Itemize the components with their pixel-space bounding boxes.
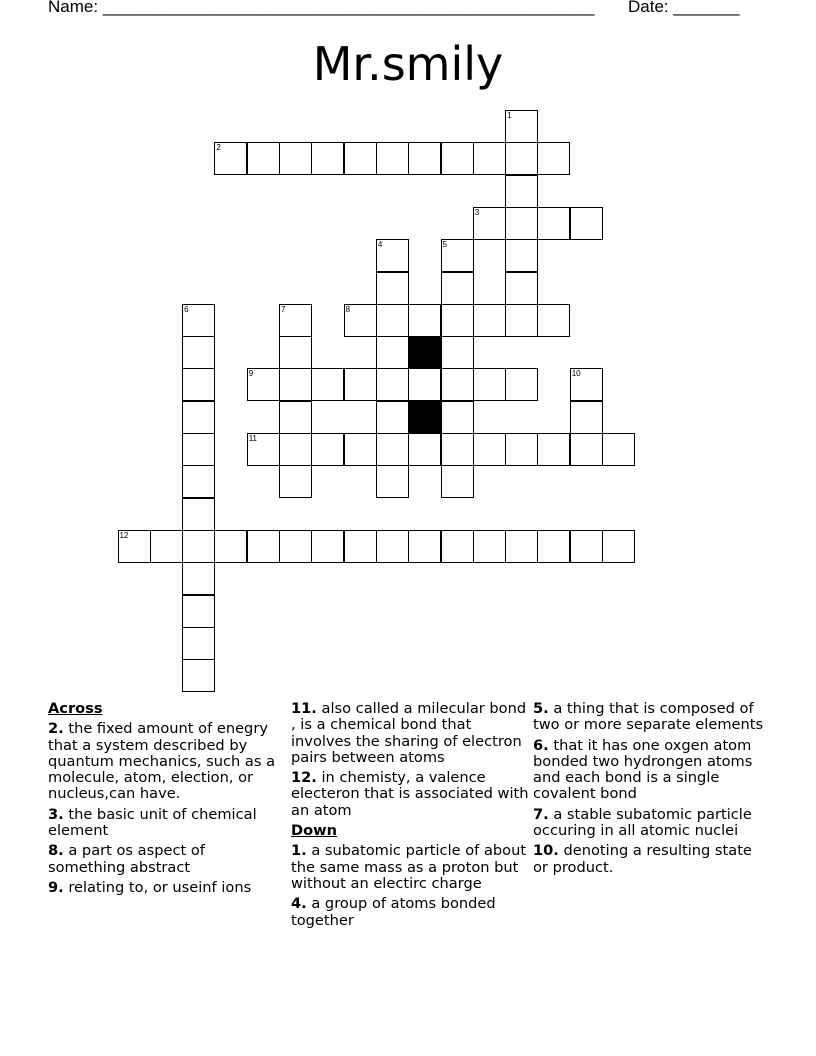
- cell-number: 11: [248, 434, 257, 443]
- answer-cell[interactable]: [182, 627, 215, 660]
- clue-text: the fixed amount of enegry that a system described by quantum mechanics, such as a molecule, atom, election, or nucleus,can have.: [48, 720, 276, 803]
- answer-cell[interactable]: [537, 142, 570, 175]
- answer-cell[interactable]: [473, 142, 506, 175]
- clue-column-2: [291, 701, 529, 933]
- answer-cell[interactable]: [247, 142, 280, 175]
- answer-cell[interactable]: [570, 530, 603, 563]
- answer-cell[interactable]: [537, 304, 570, 337]
- answer-cell[interactable]: [376, 530, 409, 563]
- answer-cell[interactable]: [182, 304, 215, 337]
- answer-cell[interactable]: [182, 336, 215, 369]
- answer-cell[interactable]: [570, 207, 603, 240]
- clue-number: 2.: [48, 720, 64, 738]
- answer-cell[interactable]: [214, 530, 247, 563]
- answer-cell[interactable]: [441, 401, 474, 434]
- clue-across-8: [48, 843, 286, 876]
- answer-cell[interactable]: [344, 530, 377, 563]
- answer-cell[interactable]: [247, 530, 280, 563]
- answer-cell[interactable]: [279, 368, 312, 401]
- clue-text: the basic unit of chemical element: [48, 805, 257, 840]
- answer-cell[interactable]: [441, 304, 474, 337]
- across-heading: Across: [48, 700, 103, 717]
- clue-across-9: [48, 880, 286, 896]
- answer-cell[interactable]: [182, 562, 215, 595]
- answer-cell[interactable]: [441, 272, 474, 305]
- cell-number: 3: [474, 207, 480, 217]
- answer-cell[interactable]: [182, 433, 215, 466]
- answer-cell[interactable]: [602, 433, 635, 466]
- cell-number: 6: [184, 304, 189, 314]
- answer-cell[interactable]: [182, 530, 215, 563]
- clue-down-6: [533, 738, 771, 803]
- clue-down-10: [533, 843, 771, 876]
- answer-cell[interactable]: [505, 207, 538, 240]
- answer-cell[interactable]: [376, 239, 409, 272]
- answer-cell[interactable]: [311, 530, 344, 563]
- clue-down-7: [533, 807, 771, 840]
- clue-number: 10.: [533, 842, 559, 860]
- answer-cell[interactable]: [344, 142, 377, 175]
- answer-cell[interactable]: [441, 465, 474, 498]
- answer-cell[interactable]: [602, 530, 635, 563]
- clue-text: relating to, or useinf ions: [68, 878, 252, 896]
- answer-cell[interactable]: [473, 433, 506, 466]
- answer-cell[interactable]: [344, 368, 377, 401]
- clue-text: a thing that is composed of two or more separate elements: [533, 700, 764, 734]
- page-title: Mr.smily: [312, 37, 504, 91]
- answer-cell[interactable]: [505, 530, 538, 563]
- cell-number: 8: [345, 304, 351, 314]
- clue-text: a subatomic particle of about the same mass as a proton but without an electirc charge: [291, 842, 527, 892]
- answer-cell[interactable]: [311, 368, 344, 401]
- answer-cell[interactable]: [279, 142, 312, 175]
- black-cell: [408, 336, 441, 369]
- answer-cell[interactable]: [473, 368, 506, 401]
- black-cell: [408, 401, 441, 434]
- answer-cell[interactable]: [505, 175, 538, 208]
- answer-cell[interactable]: [279, 304, 312, 337]
- answer-cell[interactable]: [279, 401, 312, 434]
- answer-cell[interactable]: [408, 304, 441, 337]
- down-heading: Down: [291, 822, 338, 840]
- answer-cell[interactable]: [376, 304, 409, 337]
- clue-column-3: [533, 701, 771, 880]
- answer-cell[interactable]: [182, 465, 215, 498]
- name-field-label: Name: ____________________________________________________: [48, 0, 595, 16]
- answer-cell[interactable]: [311, 433, 344, 466]
- cell-number: 9: [248, 369, 254, 379]
- answer-cell[interactable]: [279, 530, 312, 563]
- clue-text: a group of atoms bonded together: [291, 895, 496, 929]
- cell-number: 12: [119, 530, 129, 540]
- answer-cell[interactable]: [505, 368, 538, 401]
- answer-cell[interactable]: [214, 142, 247, 175]
- clue-number: 1.: [291, 842, 307, 860]
- answer-cell[interactable]: [537, 207, 570, 240]
- cell-number: 4: [377, 240, 383, 250]
- date-field-label: Date: _______: [628, 0, 740, 16]
- answer-cell[interactable]: [247, 433, 280, 466]
- answer-cell[interactable]: [182, 659, 215, 692]
- answer-cell[interactable]: [376, 465, 409, 498]
- clue-across-12: [291, 770, 529, 819]
- clue-across-2: [48, 721, 286, 802]
- clue-number: 6.: [533, 736, 549, 754]
- answer-cell[interactable]: [570, 368, 603, 401]
- cell-number: 10: [571, 369, 581, 379]
- answer-cell[interactable]: [182, 595, 215, 628]
- answer-cell[interactable]: [473, 304, 506, 337]
- answer-cell[interactable]: [279, 336, 312, 369]
- answer-cell[interactable]: [473, 530, 506, 563]
- clue-down-4: [291, 896, 529, 929]
- answer-cell[interactable]: [376, 401, 409, 434]
- clue-number: 12.: [291, 769, 317, 787]
- answer-cell[interactable]: [441, 239, 474, 272]
- answer-cell[interactable]: [408, 368, 441, 401]
- answer-cell[interactable]: [505, 110, 538, 143]
- answer-cell[interactable]: [505, 142, 538, 175]
- cell-number: 1: [507, 111, 512, 120]
- cell-number: 5: [442, 240, 447, 250]
- answer-cell[interactable]: [311, 142, 344, 175]
- clue-number: 7.: [533, 805, 549, 823]
- cell-number: 7: [281, 304, 286, 314]
- clue-across-3: [48, 807, 286, 840]
- answer-cell[interactable]: [182, 498, 215, 531]
- clue-number: 9.: [48, 878, 64, 896]
- answer-cell[interactable]: [441, 433, 474, 466]
- answer-cell[interactable]: [376, 433, 409, 466]
- answer-cell[interactable]: [537, 530, 570, 563]
- answer-cell[interactable]: [537, 433, 570, 466]
- answer-cell[interactable]: [505, 272, 538, 305]
- answer-cell[interactable]: [441, 368, 474, 401]
- clue-down-5: [533, 701, 771, 734]
- clue-text: that it has one oxgen atom bonded two hydrongen atoms and each bond is a single covalent bond: [533, 736, 753, 803]
- clue-number: 8.: [48, 842, 64, 860]
- answer-cell[interactable]: [247, 368, 280, 401]
- answer-cell[interactable]: [376, 272, 409, 305]
- answer-cell[interactable]: [279, 465, 312, 498]
- cell-number: 2: [216, 143, 221, 153]
- answer-cell[interactable]: [505, 304, 538, 337]
- answer-cell[interactable]: [376, 368, 409, 401]
- answer-cell[interactable]: [408, 530, 441, 563]
- clue-number: 5.: [533, 700, 549, 717]
- answer-cell[interactable]: [182, 401, 215, 434]
- answer-cell[interactable]: [376, 336, 409, 369]
- clue-text: a stable subatomic particle occuring in all atomic nuclei: [533, 805, 752, 840]
- answer-cell[interactable]: [182, 368, 215, 401]
- answer-cell[interactable]: [150, 530, 183, 563]
- answer-cell[interactable]: [570, 401, 603, 434]
- clue-number: 11.: [291, 700, 317, 717]
- answer-cell[interactable]: [441, 336, 474, 369]
- answer-cell[interactable]: [505, 239, 538, 272]
- answer-cell[interactable]: [441, 530, 474, 563]
- answer-cell[interactable]: [344, 304, 377, 337]
- clue-down-1: [291, 843, 529, 892]
- clue-across-11: [291, 701, 529, 766]
- clue-number: 3.: [48, 805, 64, 823]
- answer-cell[interactable]: [408, 142, 441, 175]
- answer-cell[interactable]: [118, 530, 151, 563]
- answer-cell[interactable]: [376, 142, 409, 175]
- answer-cell[interactable]: [344, 433, 377, 466]
- clue-text: in chemisty, a valence electeron that is associated with an atom: [291, 769, 529, 819]
- answer-cell[interactable]: [408, 433, 441, 466]
- clue-number: 4.: [291, 895, 307, 913]
- clue-text: a part os aspect of something abstract: [48, 842, 205, 876]
- answer-cell[interactable]: [570, 433, 603, 466]
- clue-text: also called a milecular bond , is a chemical bond that involves the sharing of electron pairs between atoms: [291, 700, 527, 766]
- answer-cell[interactable]: [279, 433, 312, 466]
- clue-text: denoting a resulting state or product.: [533, 842, 752, 876]
- answer-cell[interactable]: [441, 142, 474, 175]
- answer-cell[interactable]: [505, 433, 538, 466]
- answer-cell[interactable]: [473, 207, 506, 240]
- clue-column-1: [48, 701, 286, 900]
